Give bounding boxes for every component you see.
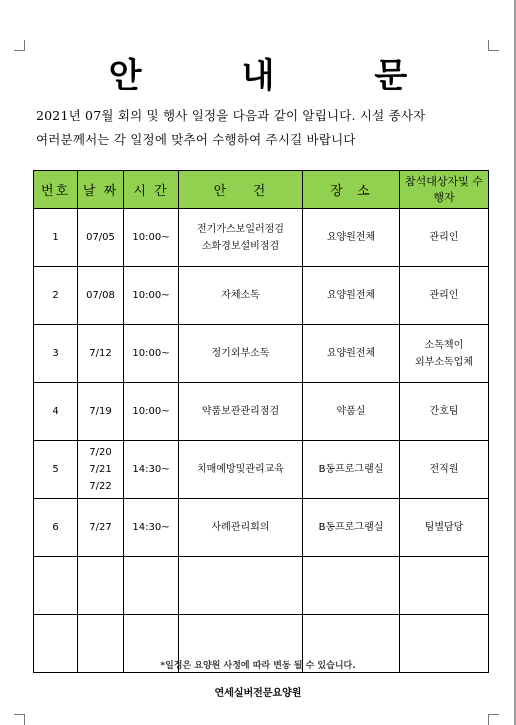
table-row: [34, 325, 489, 383]
cell-place: B동프로그램실: [303, 499, 400, 557]
cell-date-line: 7/22: [89, 481, 112, 492]
cell-agenda: [179, 267, 303, 325]
cell-attendee-line: 전직원: [429, 464, 459, 475]
header-agenda: 안 건: [179, 171, 303, 209]
cell-date-line: 7/27: [89, 522, 112, 533]
schedule-body: [34, 209, 489, 673]
cell-agenda-line: 전기가스보일러점검: [197, 223, 284, 235]
cell-attendee-line: 외부소독업체: [415, 356, 473, 368]
cell-place: B동프로그램실: [303, 441, 400, 499]
table-row-empty: [34, 557, 489, 615]
cell-no: 5: [34, 441, 78, 499]
cell-attendee: [400, 209, 489, 267]
cell-date-line: 07/05: [86, 232, 115, 243]
cell-place: 약품실: [303, 383, 400, 441]
cell-no: 6: [34, 499, 78, 557]
cell-agenda-line: 정기외부소독: [211, 348, 270, 359]
table-row: [34, 441, 489, 499]
cell-attendee-line: 소독책이: [424, 339, 464, 351]
cell-time: 10:00~: [124, 209, 179, 267]
intro-line: 2021년 07월 회의 및 행사 일정을 다음과 같이 알립니다. 시설 종사자: [36, 108, 426, 123]
cell-date: [78, 383, 124, 441]
empty-cell: [179, 557, 303, 615]
cell-no: 2: [34, 267, 78, 325]
empty-cell: [303, 557, 400, 615]
table-row: [34, 209, 489, 267]
cell-date: [78, 209, 124, 267]
cell-date: [78, 325, 124, 383]
empty-cell: [124, 557, 179, 615]
cell-agenda-line: 자체소독: [221, 290, 260, 301]
cell-attendee: [400, 267, 489, 325]
cell-agenda-line: 약품보관관리점검: [201, 406, 280, 417]
cell-agenda: [179, 209, 303, 267]
cell-attendee: [400, 383, 489, 441]
cell-no: 1: [34, 209, 78, 267]
cell-attendee: [400, 441, 489, 499]
title-char: 안: [108, 56, 142, 96]
header-attendee-line: 참석대상자및: [405, 174, 469, 188]
cell-date: [78, 267, 124, 325]
cell-agenda: [179, 499, 303, 557]
cell-agenda: [179, 325, 303, 383]
cell-date: [78, 499, 124, 557]
cell-agenda-line: 치매예방및관리교육: [197, 464, 284, 475]
empty-cell: [78, 557, 124, 615]
header-no: 번호: [34, 171, 78, 209]
cell-agenda-line: 사례관리회의: [211, 522, 270, 533]
title-char: 문: [374, 56, 408, 96]
schedule-table: [33, 170, 489, 673]
cell-agenda-line: 소화경보설비점검: [201, 240, 280, 252]
page-corner-mark: [14, 714, 25, 725]
table-row: [34, 267, 489, 325]
table-row: [34, 383, 489, 441]
cell-no: 4: [34, 383, 78, 441]
cell-attendee-line: 관리인: [429, 232, 459, 243]
document-title: [0, 48, 516, 97]
page-corner-mark: [488, 714, 499, 725]
empty-cell: [34, 557, 78, 615]
cell-date-line: 7/19: [89, 406, 112, 417]
cell-attendee: [400, 499, 489, 557]
cell-no: 3: [34, 325, 78, 383]
intro-paragraph: [36, 104, 496, 152]
cell-time: 14:30~: [124, 499, 179, 557]
table-header-row: [34, 171, 489, 209]
cell-date-line: 07/08: [86, 290, 115, 301]
cell-date-line: 7/20: [89, 447, 112, 458]
title-char: 내: [241, 56, 275, 96]
intro-line: 여러분께서는 각 일정에 맞추어 수행하여 주시길 바랍니다: [36, 132, 356, 147]
cell-attendee-line: 팀별담당: [424, 522, 464, 533]
table-row: [34, 499, 489, 557]
header-attendee: [400, 171, 489, 209]
cell-agenda: [179, 441, 303, 499]
cell-attendee-line: 관리인: [429, 290, 459, 301]
cell-place: 요양원전체: [303, 209, 400, 267]
cell-date: [78, 441, 124, 499]
cell-agenda: [179, 383, 303, 441]
cell-attendee: [400, 325, 489, 383]
cell-time: 10:00~: [124, 383, 179, 441]
cell-time: 14:30~: [124, 441, 179, 499]
cell-time: 10:00~: [124, 325, 179, 383]
header-date: 날 짜: [78, 171, 124, 209]
header-place: 장 소: [303, 171, 400, 209]
footnote: *일정은 요양원 사정에 따라 변동 될 수 있습니다.: [160, 661, 356, 671]
cell-date-line: 7/21: [89, 464, 112, 475]
organization-name: 연세실버전문요양원: [214, 688, 302, 699]
cell-place: 요양원전체: [303, 325, 400, 383]
cell-attendee-line: 간호팀: [429, 406, 459, 417]
cell-time: 10:00~: [124, 267, 179, 325]
cell-date-line: 7/12: [89, 348, 112, 359]
header-time: 시 간: [124, 171, 179, 209]
header-attendee-line: 수행자: [433, 174, 483, 204]
cell-place: 요양원전체: [303, 267, 400, 325]
empty-cell: [400, 557, 489, 615]
